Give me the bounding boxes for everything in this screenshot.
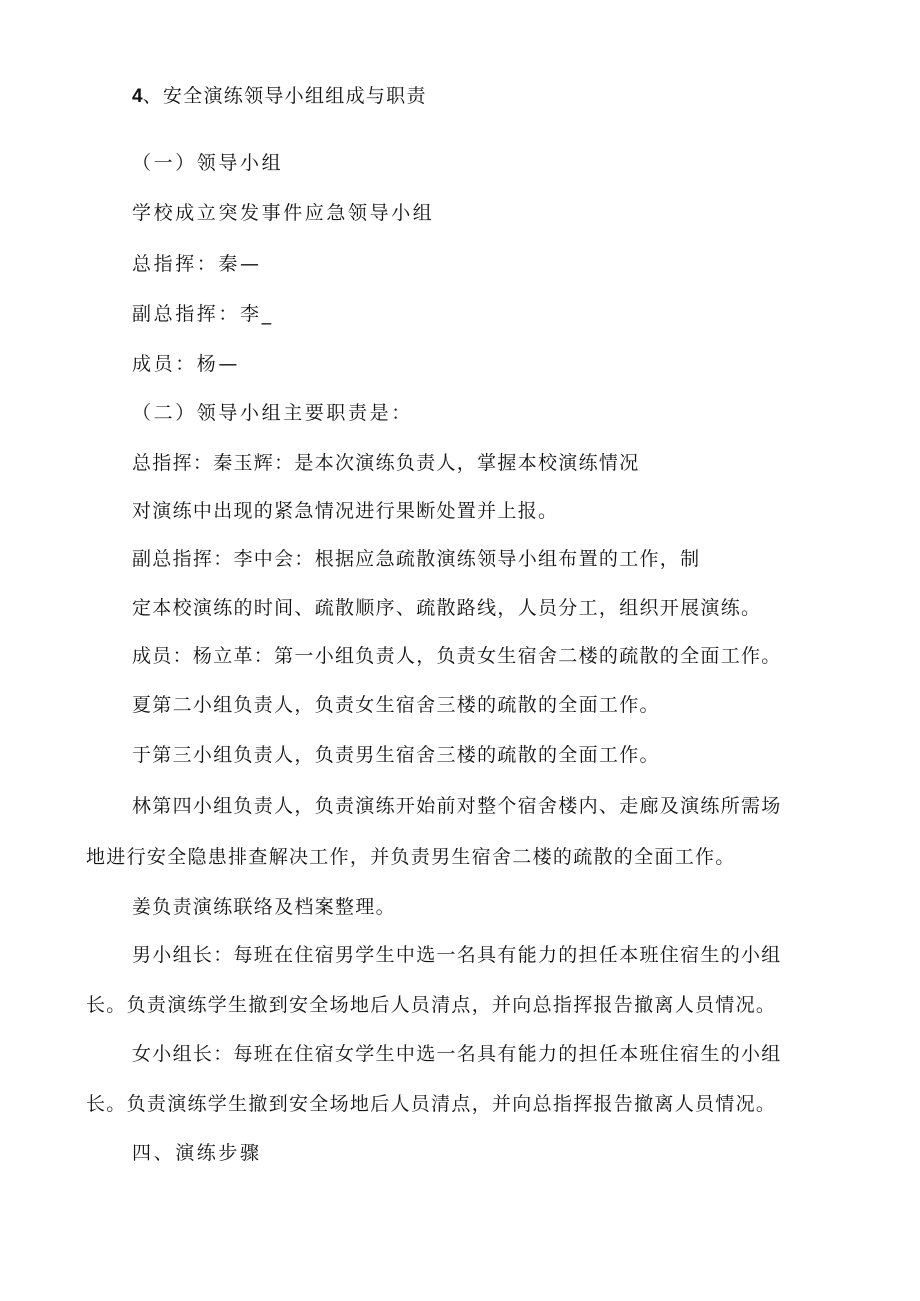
duty-line: 对演练中出现的紧急情况进行果断处置并上报。 xyxy=(132,500,559,522)
duty-line: 成员：杨立革：第一小组负责人，负责女生宿舍二楼的疏散的全面工作。 xyxy=(132,645,782,667)
group-setup-line: 学校成立突发事件应急领导小组 xyxy=(132,202,435,224)
deputy-commander-line: 副总指挥：李_ xyxy=(132,303,274,325)
subsection-title-duties: （二）领导小组主要职责是： xyxy=(132,402,413,424)
duty-line: 长。负责演练学生撤到安全场地后人员清点，并向总指挥报告撤离人员情况。 xyxy=(86,1093,777,1115)
heading-number: 4 xyxy=(132,86,143,107)
duty-line: 夏第二小组负责人，负责女生宿舍三楼的疏散的全面工作。 xyxy=(132,694,660,716)
duty-line: 林第四小组负责人，负责演练开始前对整个宿舍楼内、走廊及演练所需场 xyxy=(132,795,782,817)
duty-line: 男小组长：每班在住宿男学生中选一名具有能力的担任本班住宿生的小组 xyxy=(132,944,782,966)
duty-line: 于第三小组负责人，负责男生宿舍三楼的疏散的全面工作。 xyxy=(132,744,660,766)
members-line: 成员：杨— xyxy=(132,353,241,375)
duty-line: 总指挥：秦玉辉：是本次演练负责人，掌握本校演练情况 xyxy=(132,452,640,474)
duty-line: 定本校演练的时间、疏散顺序、疏散路线，人员分工，组织开展演练。 xyxy=(132,597,762,619)
subsection-title-leadership-group: （一）领导小组 xyxy=(132,152,284,174)
duty-line: 长。负责演练学生撤到安全场地后人员清点，并向总指挥报告撤离人员情况。 xyxy=(86,994,777,1016)
duty-line: 女小组长：每班在住宿女学生中选一名具有能力的担任本班住宿生的小组 xyxy=(132,1043,782,1065)
duty-line: 姜负责演练联络及档案整理。 xyxy=(132,896,396,918)
section-heading-drill-steps: 四、演练步骤 xyxy=(132,1142,262,1164)
duty-line: 地进行安全隐患排查解决工作，并负责男生宿舍二楼的疏散的全面工作。 xyxy=(86,846,736,868)
commander-line: 总指挥：秦— xyxy=(132,253,262,275)
duty-line: 副总指挥：李中会：根据应急疏散演练领导小组布置的工作，制 xyxy=(132,548,701,570)
heading-text: 、安全演练领导小组组成与职责 xyxy=(142,85,427,107)
section-heading xyxy=(132,84,427,109)
